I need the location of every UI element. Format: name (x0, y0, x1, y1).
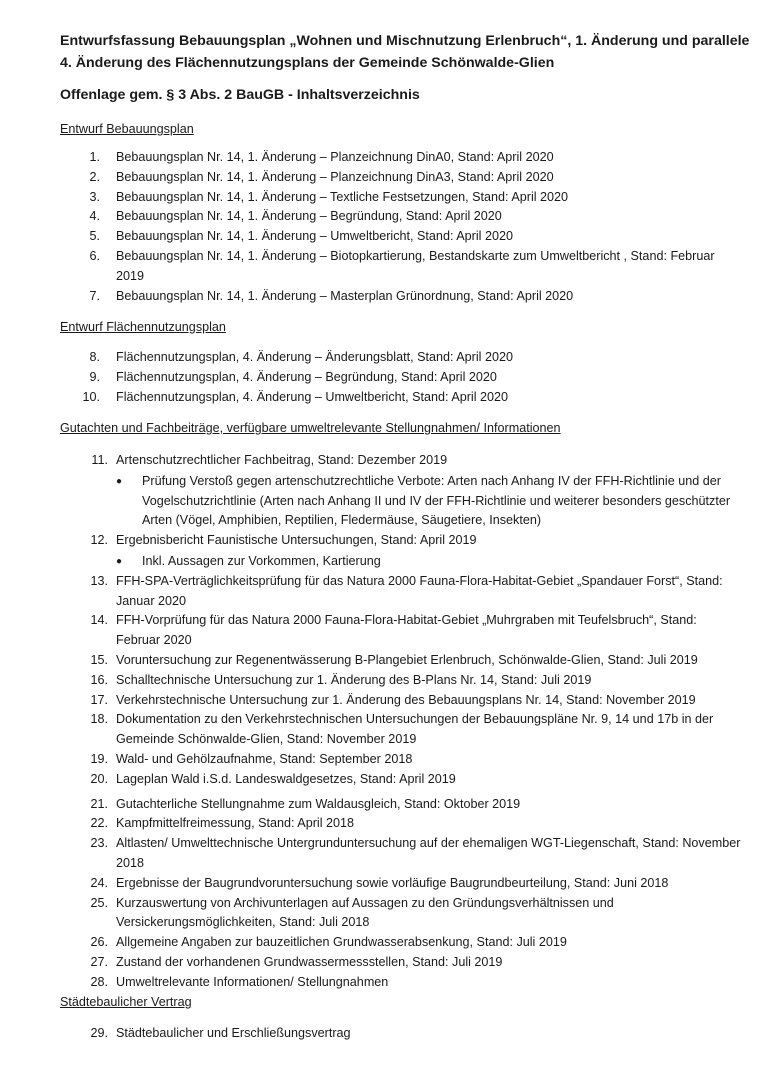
item-text: Voruntersuchung zur Regenentwässerung B-Plangebiet Erlenbruch, Schönwalde-Glien, Stand: Juli 2019 (116, 652, 698, 667)
item-text: Lageplan Wald i.S.d. Landeswaldgesetzes, Stand: April 2019 (116, 771, 456, 786)
item-number: 21. (90, 796, 108, 811)
sub-bullet-text: Prüfung Verstoß gegen artenschutzrechtliche Verbote: Arten nach Anhang IV der FFH-Richtlinie und der Vogelschutzrichtlinie (Arten nach Anhang II und IV der FFH-Richtlinie und weiterer besonders geschützter Arten (Vögel, Amphibien, Reptilien, Fledermäuse, Säugetiere, Insekten) (142, 473, 731, 528)
list-item (0, 188, 780, 208)
item-number: 11. (91, 453, 108, 467)
item-text: Altlasten/ Umwelttechnische Untergrunduntersuchung auf der ehemaligen WGT-Liegenschaft, Stand: November 2018 (116, 836, 741, 870)
document-title: Entwurfsfassung Bebauungsplan „Wohnen und Mischnutzung Erlenbruch“, 1. Änderung und parallele 4. Änderung des Flächennutzungsplans der Gemeinde Schönwalde-Glien (60, 33, 750, 71)
section-list-staedtebaulicher-vertrag (0, 1024, 780, 1044)
list-item (0, 531, 780, 572)
item-text: Dokumentation zu den Verkehrstechnischen Untersuchungen der Bebauungspläne Nr. 9, 14 und 17b in der Gemeinde Schönwalde-Glien, Stand: November 2019 (116, 712, 714, 747)
section-list-flaechennutzungsplan (0, 348, 780, 407)
section-heading-bebauungsplan: Entwurf Bebauungsplan (60, 122, 194, 136)
list-item (0, 368, 780, 388)
item-number: 20. (90, 771, 108, 786)
item-text: FFH-SPA-Verträglichkeitsprüfung für das Natura 2000 Fauna-Flora-Habitat-Gebiet „Spandauer Forst“, Stand: Januar 2020 (116, 573, 723, 608)
list-item (0, 750, 780, 770)
item-number: 25. (90, 895, 108, 910)
list-item (0, 894, 780, 934)
list-item (0, 388, 780, 408)
item-text: Bebauungsplan Nr. 14, 1. Änderung – Planzeichnung DinA3, Stand: April 2020 (116, 169, 554, 184)
item-number: 26. (90, 935, 108, 950)
item-text: Zustand der vorhandenen Grundwassermessstellen, Stand: Juli 2019 (116, 954, 503, 969)
item-number: 19. (90, 751, 108, 766)
list-item (0, 671, 780, 691)
item-text: Ergebnisse der Baugrundvoruntersuchung sowie vorläufige Baugrundbeurteilung, Stand: Juni 2018 (116, 875, 669, 890)
item-number: 16. (90, 672, 108, 687)
document-subtitle: Offenlage gem. § 3 Abs. 2 BauGB - Inhaltsverzeichnis (60, 87, 420, 103)
list-item (0, 953, 780, 973)
item-number: 14. (90, 613, 108, 628)
section-heading-staedtebaulicher-vertrag: Städtebaulicher Vertrag (60, 995, 192, 1009)
item-number: 17. (90, 692, 108, 707)
item-number: 3. (89, 189, 100, 204)
item-text: Verkehrstechnische Untersuchung zur 1. Änderung des Bebauungsplans Nr. 14, Stand: November 2019 (116, 692, 696, 707)
list-item (0, 651, 780, 671)
item-number: 6. (89, 248, 100, 263)
item-number: 18. (90, 712, 108, 727)
list-item (0, 572, 780, 612)
list-item (0, 710, 780, 750)
item-text: Bebauungsplan Nr. 14, 1. Änderung – Planzeichnung DinA0, Stand: April 2020 (116, 150, 554, 164)
item-text: Flächennutzungsplan, 4. Änderung – Änderungsblatt, Stand: April 2020 (116, 350, 513, 364)
sub-bullet (0, 552, 780, 572)
list-item (0, 874, 780, 894)
item-text: Bebauungsplan Nr. 14, 1. Änderung – Biotopkartierung, Bestandskarte zum Umweltbericht , Stand: Februar 2019 (116, 248, 715, 283)
item-number: 10. (82, 389, 100, 404)
item-number: 15. (90, 652, 108, 667)
item-text: Kampfmittelfreimessung, Stand: April 2018 (116, 816, 355, 831)
item-text: Bebauungsplan Nr. 14, 1. Änderung – Textliche Festsetzungen, Stand: April 2020 (116, 189, 569, 204)
list-item (0, 933, 780, 953)
list-item (0, 770, 780, 790)
item-text: Schalltechnische Untersuchung zur 1. Änderung des B-Plans Nr. 14, Stand: Juli 2019 (116, 672, 592, 687)
section-list-bebauungsplan (0, 148, 780, 306)
item-number: 1. (89, 150, 100, 164)
list-item (0, 795, 780, 815)
sub-bullet-text: Inkl. Aussagen zur Vorkommen, Kartierung (142, 553, 381, 568)
item-text: Flächennutzungsplan, 4. Änderung – Umweltbericht, Stand: April 2020 (116, 389, 509, 404)
item-text: Bebauungsplan Nr. 14, 1. Änderung – Umweltbericht, Stand: April 2020 (116, 229, 513, 244)
list-item (0, 348, 780, 368)
list-item (0, 287, 780, 307)
list-item (0, 168, 780, 188)
item-text: Artenschutzrechtlicher Fachbeitrag, Stand: Dezember 2019 (116, 453, 448, 467)
item-number: 22. (90, 816, 108, 831)
item-text: Umweltrelevante Informationen/ Stellungnahmen (116, 974, 389, 989)
list-item (0, 207, 780, 227)
item-text: FFH-Vorprüfung für das Natura 2000 Fauna-Flora-Habitat-Gebiet „Muhrgraben mit Teufelsbruch“, Stand: Februar 2020 (116, 613, 697, 648)
item-number: 27. (90, 954, 108, 969)
list-item (0, 148, 780, 168)
list-item (0, 227, 780, 247)
item-text: Flächennutzungsplan, 4. Änderung – Begründung, Stand: April 2020 (116, 369, 497, 384)
list-item (0, 834, 780, 874)
list-item (0, 451, 780, 531)
section-heading-flaechennutzungsplan: Entwurf Flächennutzungsplan (60, 320, 226, 334)
section-heading-gutachten: Gutachten und Fachbeiträge, verfügbare umweltrelevante Stellungnahmen/ Informationen (60, 421, 561, 435)
list-item (0, 247, 780, 287)
item-number: 29. (90, 1026, 108, 1040)
list-item (0, 691, 780, 711)
item-number: 9. (89, 369, 100, 384)
section-list-gutachten (0, 451, 780, 993)
item-text: Ergebnisbericht Faunistische Untersuchungen, Stand: April 2019 (116, 533, 477, 548)
item-number: 5. (89, 229, 100, 244)
item-text: Gutachterliche Stellungnahme zum Waldausgleich, Stand: Oktober 2019 (116, 796, 521, 811)
item-text: Bebauungsplan Nr. 14, 1. Änderung – Masterplan Grünordnung, Stand: April 2020 (116, 288, 574, 303)
list-item (0, 611, 780, 651)
sub-bullet (0, 472, 780, 531)
item-number: 12. (90, 533, 108, 548)
bullet-icon: ● (116, 475, 123, 487)
item-number: 8. (89, 350, 100, 364)
item-number: 2. (89, 169, 100, 184)
item-text: Städtebaulicher und Erschließungsvertrag (116, 1026, 351, 1040)
item-text: Kurzauswertung von Archivunterlagen auf Aussagen zu den Gründungsverhältnissen und Versickerungsmöglichkeiten, Stand: Juli 2018 (116, 895, 614, 930)
item-number: 28. (90, 974, 108, 989)
list-item (0, 814, 780, 834)
list-item (0, 1024, 780, 1044)
item-text: Wald- und Gehölzaufnahme, Stand: September 2018 (116, 751, 413, 766)
bullet-icon: ● (116, 555, 123, 567)
item-text: Allgemeine Angaben zur bauzeitlichen Grundwasserabsenkung, Stand: Juli 2019 (116, 935, 567, 950)
list-item (0, 973, 780, 993)
item-number: 13. (90, 573, 108, 588)
item-number: 23. (90, 836, 108, 851)
item-number: 24. (90, 875, 108, 890)
item-text: Bebauungsplan Nr. 14, 1. Änderung – Begründung, Stand: April 2020 (116, 209, 502, 224)
item-number: 4. (89, 209, 100, 224)
item-number: 7. (89, 288, 100, 303)
